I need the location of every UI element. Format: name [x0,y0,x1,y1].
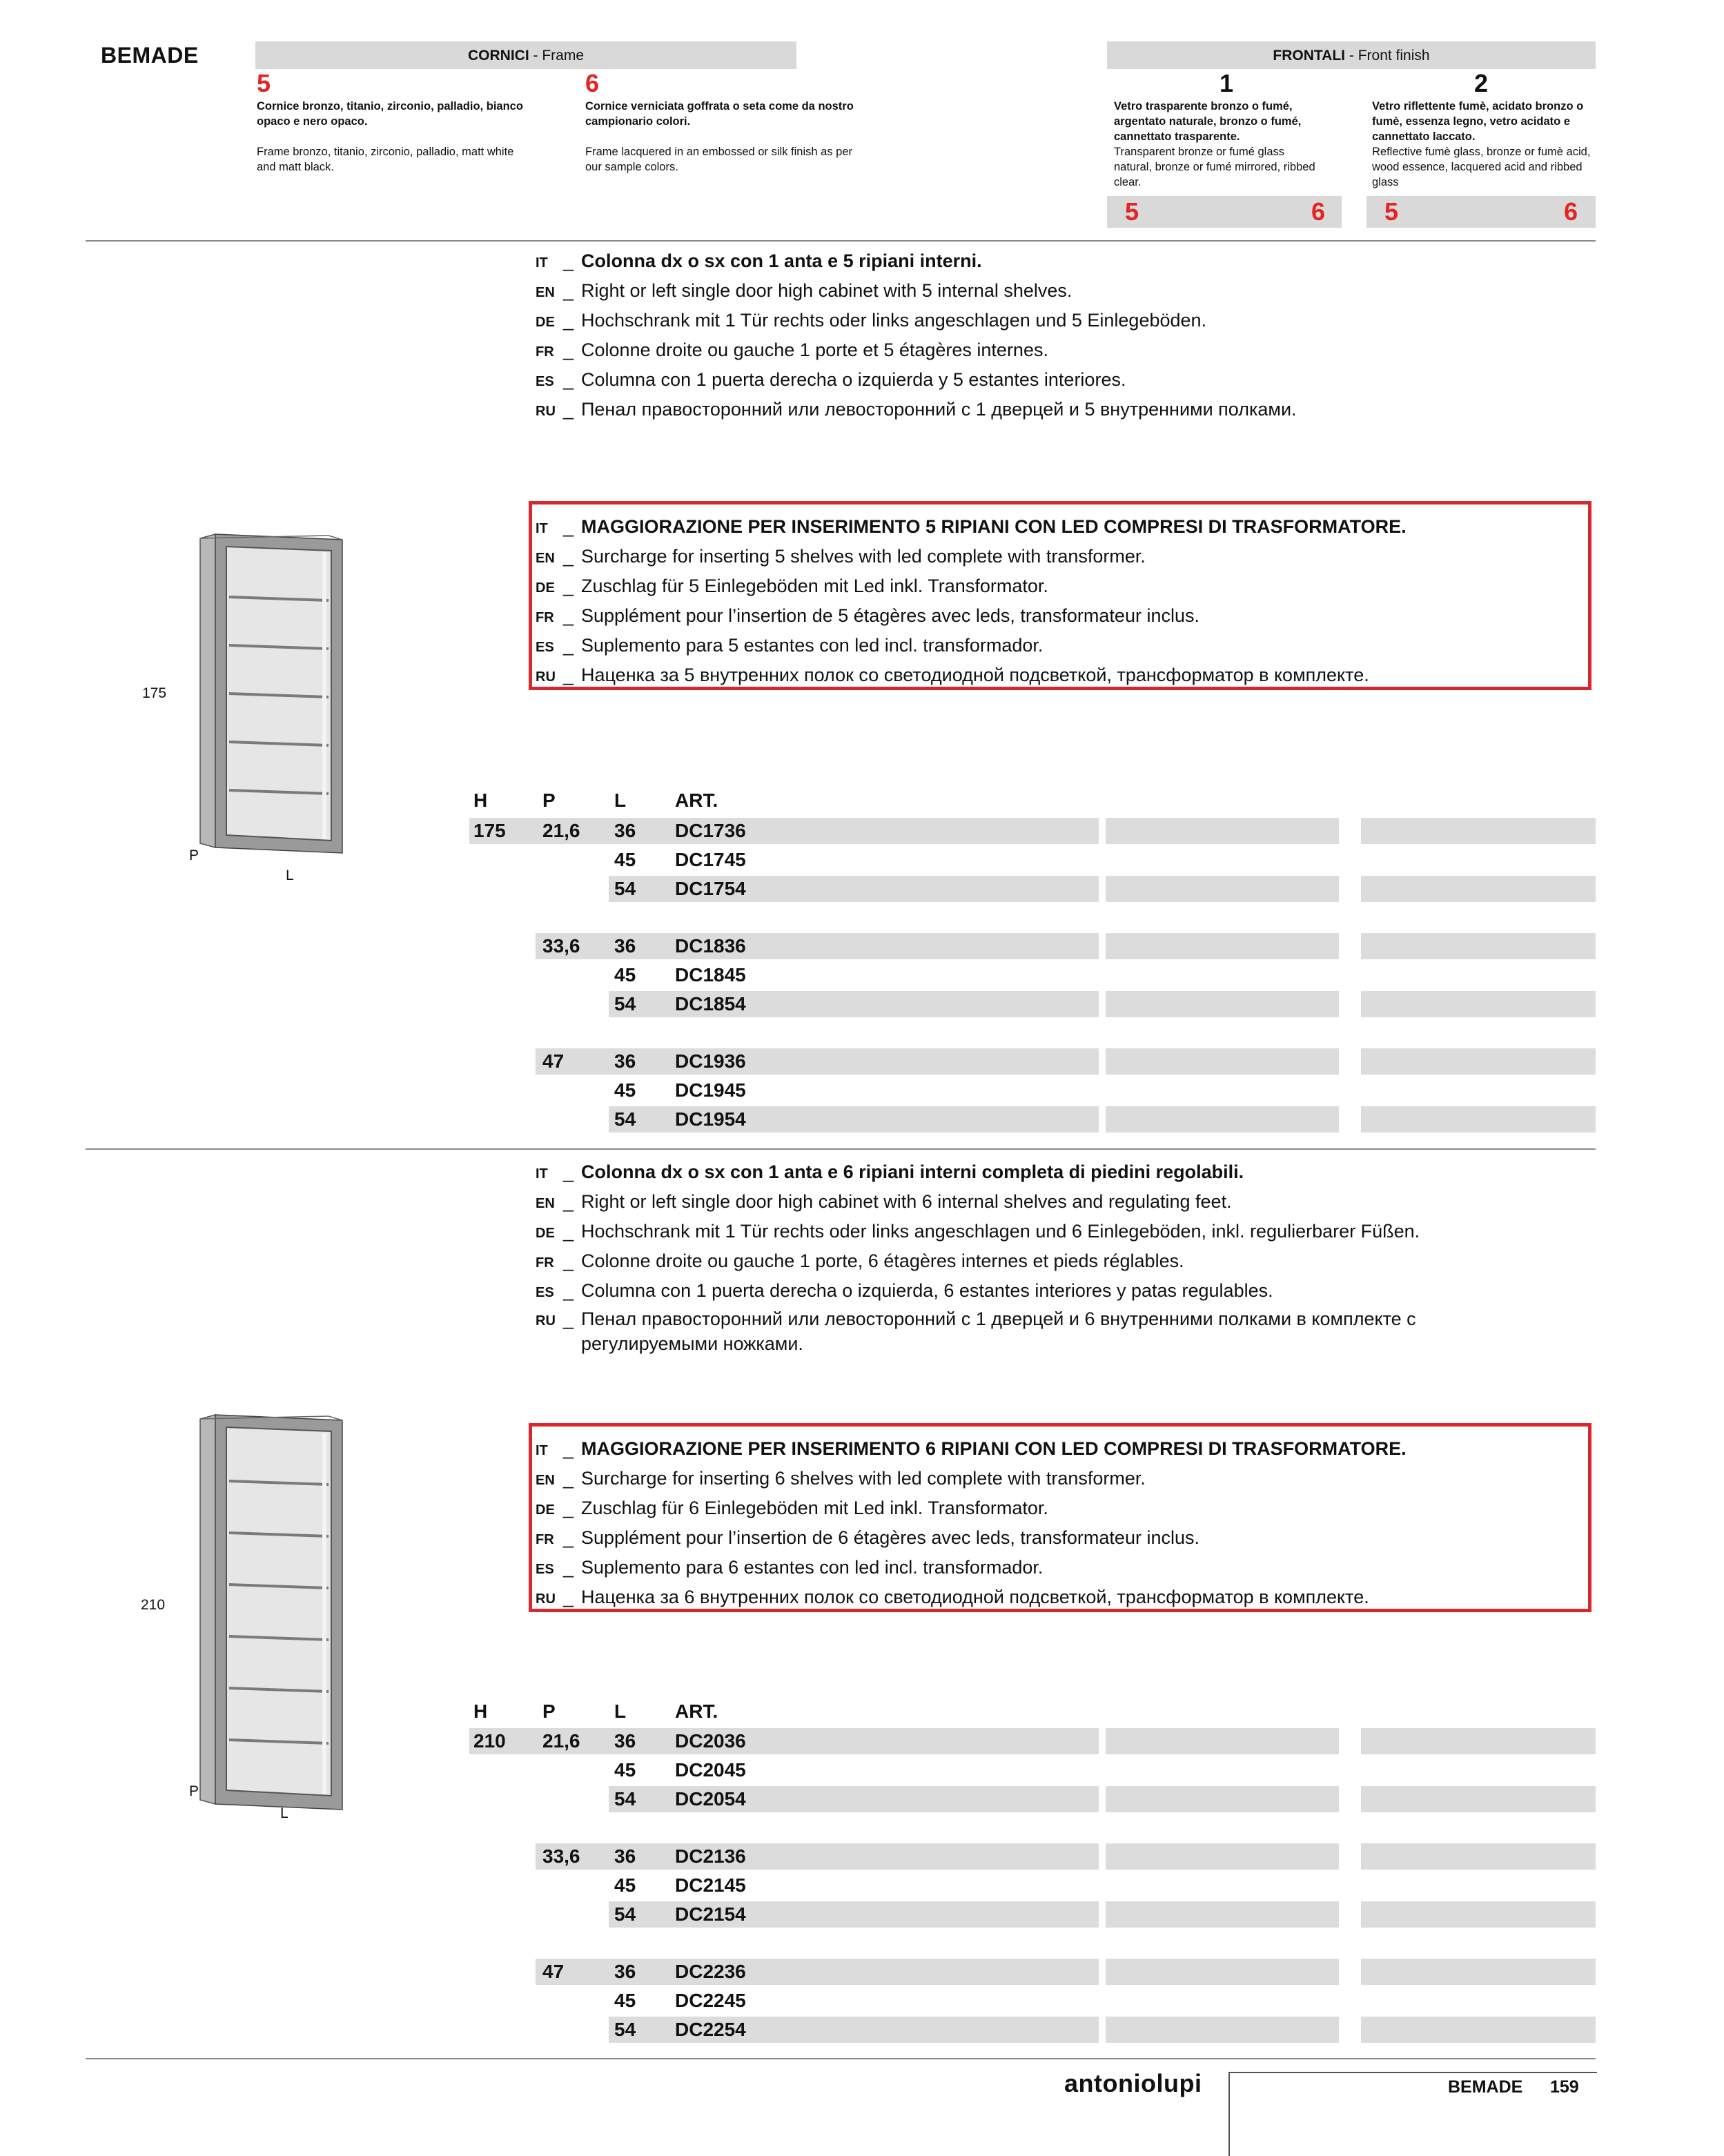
surcharge-description [536,513,1612,691]
table-header-h: H [473,1701,488,1722]
surcharge-line: IT _ MAGGIORAZIONE PER INSERIMENTO 6 RIPIANI CON LED COMPRESI DI TRASFORMATORE. [536,1438,1407,1459]
fronts-title-en: Front finish [1358,48,1430,63]
cell-art: DC1854 [675,993,746,1015]
price-cell [1106,818,1339,844]
height-label: 210 [141,1597,166,1613]
cell-p: 21,6 [542,820,580,841]
price-cell [1106,1959,1339,1985]
table-header-art: ART. [675,790,718,811]
section-divider [86,1148,1596,1150]
surcharge-line: ES _ Suplemento para 5 estantes con led incl. transformador. [536,635,1044,656]
cell-art: DC1736 [675,820,746,841]
cell-art: DC2254 [675,2019,746,2040]
cell-l: 45 [614,1874,636,1896]
cell-l: 54 [614,1108,636,1130]
cell-art: DC1845 [675,964,746,986]
desc-line: DE _ Hochschrank mit 1 Tür rechts oder links angeschlagen und 6 Einlegeböden, inkl. regulierbarer Füßen. [536,1221,1420,1242]
table-header-p: P [542,790,556,811]
cell-art: DC2154 [675,1903,746,1925]
height-label: 175 [142,685,167,701]
surcharge-line: EN _ Surcharge for inserting 5 shelves with led complete with transformer. [536,546,1146,567]
front-option-number: 2 [1473,69,1489,97]
price-cell [1106,991,1339,1017]
frame-option-number: 6 [585,69,600,97]
cell-p: 47 [542,1961,565,1982]
price-cell [1106,1843,1339,1870]
table-header-h: H [473,790,488,811]
cell-art: DC2245 [675,1990,746,2011]
surcharge-line: DE _ Zuschlag für 5 Einlegeböden mit Led inkl. Transformator. [536,576,1048,596]
cell-art: DC2145 [675,1874,746,1896]
cell-l: 45 [614,849,636,870]
width-label: L [280,1805,288,1821]
frame-option-desc: Cornice verniciata goffrata o seta come da nostro campionario colori. Frame lacquered in an embossed or silk finish as per our sample colors. [585,100,854,173]
price-cell [1106,1786,1339,1812]
product-description [536,247,1612,425]
cell-l: 36 [614,935,636,957]
desc-line: DE _ Hochschrank mit 1 Tür rechts oder links angeschlagen und 5 Einlegeböden. [536,310,1207,331]
collection-title: BEMADE [101,43,199,68]
section-divider [86,240,1596,242]
cabinet-illustration [193,1412,352,1812]
footer-divider [86,2058,1596,2059]
surcharge-line: FR _ Supplément pour l’insertion de 6 étagères avec leds, transformateur inclus. [536,1527,1199,1548]
cell-art: DC1936 [675,1050,746,1072]
cabinet-illustration [193,531,352,856]
price-cell [1361,876,1596,902]
footer-collection: BEMADE [1448,2077,1523,2097]
price-cell [1361,933,1596,959]
desc-line: IT _ Colonna dx o sx con 1 anta e 6 ripiani interni completa di piedini regolabili. [536,1162,1244,1182]
product-description [536,1158,1612,1356]
price-cell [1106,1106,1339,1133]
price-cell [1361,1048,1596,1075]
frame-option-desc: Cornice bronzo, titanio, zirconio, palladio, bianco opaco e nero opaco. Frame bronzo, titanio, zirconio, palladio, matt white and matt black. [257,100,523,173]
price-cell [1361,818,1596,844]
cell-art: DC1954 [675,1108,746,1130]
desc-line: EN _ Right or left single door high cabinet with 5 internal shelves. [536,280,1072,301]
surcharge-line: EN _ Surcharge for inserting 6 shelves with led complete with transformer. [536,1468,1146,1489]
frames-title: CORNICI [467,48,529,63]
cell-l: 54 [614,878,636,899]
depth-label: P [189,1783,199,1799]
cell-h: 175 [473,820,506,841]
cell-l: 54 [614,2019,636,2040]
cell-p: 47 [542,1050,565,1072]
desc-line: FR _ Colonne droite ou gauche 1 porte et 5 étagères internes. [536,340,1048,360]
surcharge-line: ES _ Suplemento para 6 estantes con led incl. transformador. [536,1557,1044,1578]
desc-line: EN _ Right or left single door high cabinet with 6 internal shelves and regulating feet. [536,1191,1232,1212]
cell-art: DC2054 [675,1788,746,1810]
table-header-p: P [542,1701,556,1722]
price-cell [1361,1786,1596,1812]
price-cell [1106,1901,1339,1928]
price-cell [1106,1048,1339,1075]
cell-art: DC2045 [675,1759,746,1781]
cell-art: DC1745 [675,849,746,870]
cell-art: DC2236 [675,1961,746,1982]
cell-l: 54 [614,993,636,1015]
cell-p: 33,6 [542,1845,580,1867]
price-cell [1361,1959,1596,1985]
frames-header: CORNICI - Frame [255,41,796,69]
cell-art: DC2136 [675,1845,746,1867]
cell-p: 21,6 [542,1730,580,1752]
price-cell [1361,2017,1596,2043]
cell-art: DC1945 [675,1079,746,1101]
width-label: L [286,868,294,883]
cell-p: 33,6 [542,935,580,957]
cell-l: 54 [614,1903,636,1925]
desc-line: FR _ Colonne droite ou gauche 1 porte, 6 étagères internes et pieds réglables. [536,1251,1184,1271]
cell-l: 45 [614,1079,636,1101]
cell-l: 36 [614,1050,636,1072]
fronts-title: FRONTALI [1273,48,1346,63]
desc-line: RU _ Пенал правосторонний или левосторонний с 1 дверцей и 5 внутренними полками. [536,399,1297,420]
cell-l: 54 [614,1788,636,1810]
front-option-number: 1 [1219,69,1234,97]
depth-label: P [189,847,199,863]
front-option-desc: Vetro trasparente bronzo o fumé, argentato naturale, bronzo o fumé, cannettato trasparente. Transparent bronze or fumé glass natural, bronze or fumé mirrored, ribbed clear. [1114,100,1315,188]
surcharge-line: RU _ Наценка за 6 внутренних полок со светодиодной подсветкой, трансформатор в комплекте. [536,1587,1369,1607]
price-cell [1106,2017,1339,2043]
cell-art: DC2036 [675,1730,746,1752]
cell-l: 36 [614,1730,636,1752]
front-frame-cols: 5 6 [1107,196,1342,228]
cell-art: DC1836 [675,935,746,957]
surcharge-line: IT _ MAGGIORAZIONE PER INSERIMENTO 5 RIPIANI CON LED COMPRESI DI TRASFORMATORE. [536,516,1407,537]
price-cell [1361,1106,1596,1133]
price-cell [1361,1728,1596,1754]
cell-l: 45 [614,1990,636,2011]
cell-l: 45 [614,964,636,986]
page-number: 159 [1550,2077,1579,2097]
frames-title-en: Frame [542,48,585,63]
cell-l: 45 [614,1759,636,1781]
desc-line: IT _ Colonna dx o sx con 1 anta e 5 ripiani interni. [536,251,982,271]
price-cell [1106,1728,1339,1754]
price-cell [1361,1843,1596,1870]
price-cell [1361,991,1596,1017]
cell-h: 210 [473,1730,506,1752]
fronts-header: FRONTALI - Front finish [1107,41,1596,69]
price-cell [1106,876,1339,902]
brand-logo: antoniolupi [1064,2069,1202,2097]
price-cell [1106,933,1339,959]
surcharge-description [536,1435,1612,1613]
table-header-l: L [614,790,627,811]
cell-l: 36 [614,1961,636,1982]
cell-l: 36 [614,820,636,841]
desc-line: ES _ Columna con 1 puerta derecha o izquierda, 6 estantes interiores y patas regulables. [536,1280,1273,1301]
price-cell [1361,1901,1596,1928]
desc-line: RU _ Пенал правосторонний или левосторонний с 1 дверцей и 6 внутренними полками в комплекте с регулируемыми ножками. [536,1309,1416,1354]
cell-art: DC1754 [675,878,746,899]
front-option-desc: Vetro riflettente fumè, acidato bronzo o fumè, essenza legno, vetro acidato e cannettato laccato. Reflective fumè glass, bronze or fumè acid, wood essence, lacquered acid and ribbed glass [1372,100,1591,188]
surcharge-line: DE _ Zuschlag für 6 Einlegeböden mit Led inkl. Transformator. [536,1498,1048,1518]
frame-option-number: 5 [257,69,271,97]
table-header-l: L [614,1701,627,1722]
surcharge-line: FR _ Supplément pour l’insertion de 5 étagères avec leds, transformateur inclus. [536,605,1199,626]
cell-l: 36 [614,1845,636,1867]
footer-box [1228,2072,1597,2156]
desc-line: ES _ Columna con 1 puerta derecha o izquierda y 5 estantes interiores. [536,369,1126,390]
table-header-art: ART. [675,1701,718,1722]
front-frame-cols: 5 6 [1367,196,1596,228]
surcharge-line: RU _ Наценка за 5 внутренних полок со светодиодной подсветкой, трансформатор в комплекте. [536,665,1369,685]
